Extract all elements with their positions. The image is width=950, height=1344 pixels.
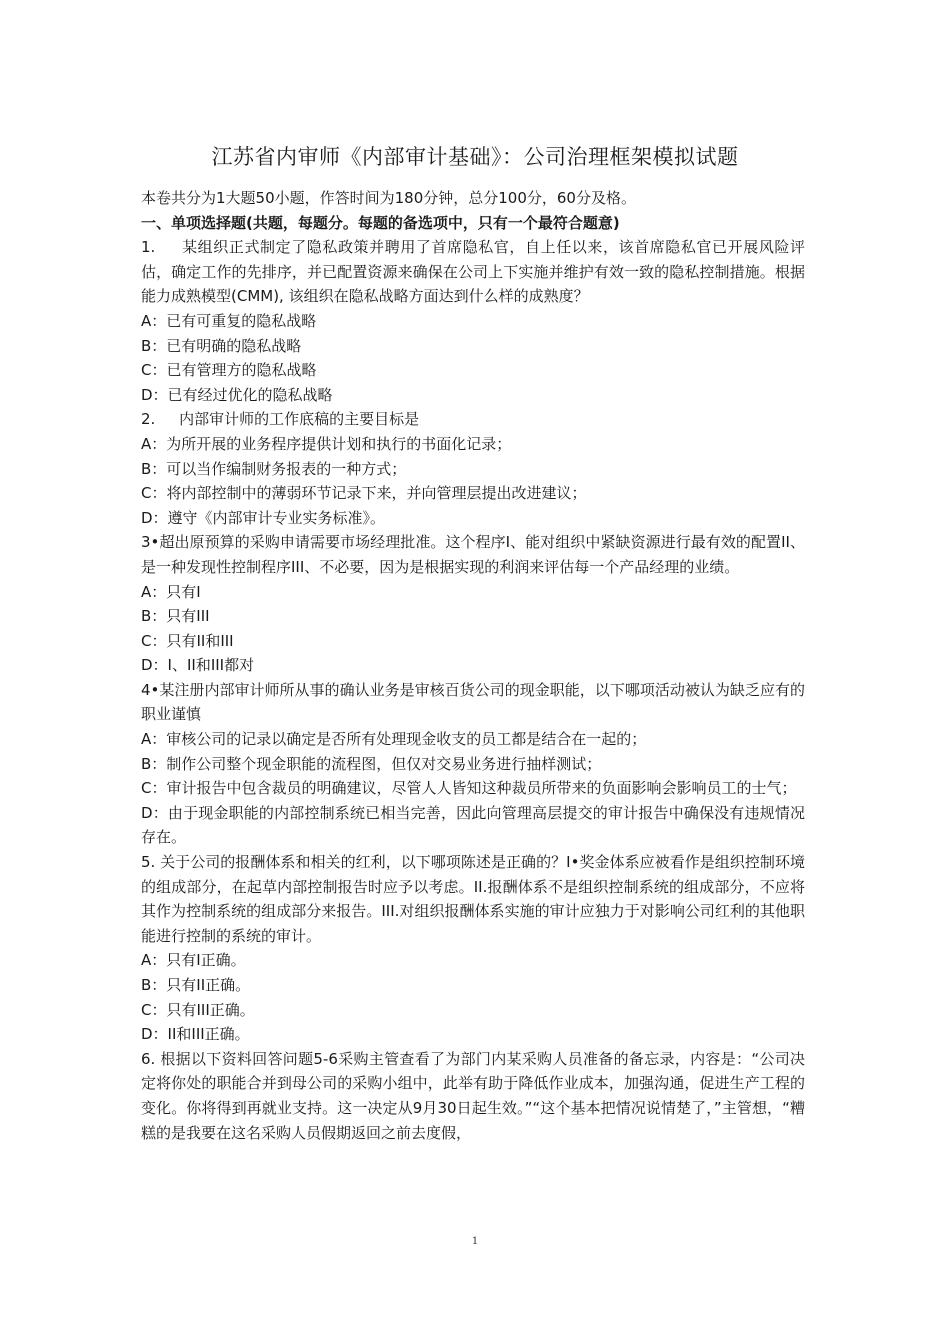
page-number: 1 [471,1236,479,1247]
option-5a: A：只有I正确。 [141,951,246,970]
exam-intro: 本卷共分为1大题50小题，作答时间为180分钟，总分100分，60分及格。 [141,189,636,207]
option-1c: C：已有管理方的隐私战略 [141,361,317,380]
option-2d: D：遵守《内部审计专业实务标准》。 [141,508,386,527]
option-5b: B：只有II正确。 [141,976,251,994]
option-4c: C：审计报告中包含裁员的明确建议，尽管人人皆知这种裁员所带来的负面影响会影响员工的士气； [141,779,797,798]
question-4: 4•某注册内部审计师所从事的确认业务是审核百货公司的现金职能，以下哪项活动被认为缺乏应有的职业谨慎 [141,680,805,724]
question-2: 2. 内部审计师的工作底稿的主要目标是 [141,410,420,429]
option-2b: B：可以当作编制财务报表的一种方式； [141,459,407,478]
question-5: 5. 关于公司的报酬体系和相关的红利，以下哪项陈述是正确的？I•奖金体系应被看作是组织控制环境的组成部分，在起草内部控制报告时应予以考虑。II.报酬体系不是组织控制系统的组成部分，不应将其作为控制系统的组成部分来报告。III.对组织报酬体系实施的审计应独力于对影响公司红利的其他职能进行控制的系统的审计。 [141,853,805,945]
option-3a: A：只有I [141,582,201,601]
option-3c: C：只有II和III [141,631,234,650]
document-body [141,186,805,1145]
question-6: 6. 根据以下资料回答问题5-6采购主管查看了为部门内某采购人员准备的备忘录，内容是：“公司决定将你处的职能合并到母公司的采购小组中，此举有助于降低作业成本，加强沟通，促进生产工程的变化。你将得到再就业支持。这一决定从9月30日起生效。”“这个基本把情况说情楚了，”主管想，“糟糕的是我要在这名采购人员假期返回之前去度假， [141,1049,805,1142]
option-1b: B：已有明确的隐私战略 [141,336,302,355]
option-3b: B：只有III [141,607,210,626]
option-2a: A：为所开展的业务程序提供计划和执行的书面化记录； [141,434,512,453]
option-3d: D：I、II和III都对 [141,656,255,675]
page-title: 江苏省内审师《内部审计基础》：公司治理框架模拟试题 [211,145,739,169]
section-heading: 一、单项选择题(共题，每题分。每题的备选项中，只有一个最符合题意) [141,213,620,232]
option-1a: A：已有可重复的隐私战略 [141,311,317,330]
option-5c: C：只有III正确。 [141,1000,255,1019]
question-1: 1. 某组织正式制定了隐私政策并聘用了首席隐私官，自上任以来，该首席隐私官已开展风险评估，确定工作的先排序，并已配置资源来确保在公司上下实施并维护有效一致的隐私控制措施。根据能力成熟模型(CMM), 该组织在隐私战略方面达到什么样的成熟度？ [141,238,805,306]
option-4a: A：审核公司的记录以确定是否所有处理现金收支的员工都是结合在一起的； [141,730,647,749]
option-4b: B：制作公司整个现金职能的流程图，但仅对交易业务进行抽样测试； [141,754,602,773]
option-4d: D：由于现金职能的内部控制系统已相当完善，因此向管理高层提交的审计报告中确保没有违规情况存在。 [141,803,805,847]
option-1d: D：已有经过优化的隐私战略 [141,385,333,404]
question-3: 3•超出原预算的采购申请需要市场经理批准。这个程序I、能对组织中紧缺资源进行最有效的配置II、是一种发现性控制程序III、不必要，因为是根据实现的利润来评估每一个产品经理的业绩。 [141,533,805,576]
option-2c: C：将内部控制中的薄弱环节记录下来，并向管理层提出改进建议； [141,484,587,503]
option-5d: D：II和III正确。 [141,1025,250,1044]
